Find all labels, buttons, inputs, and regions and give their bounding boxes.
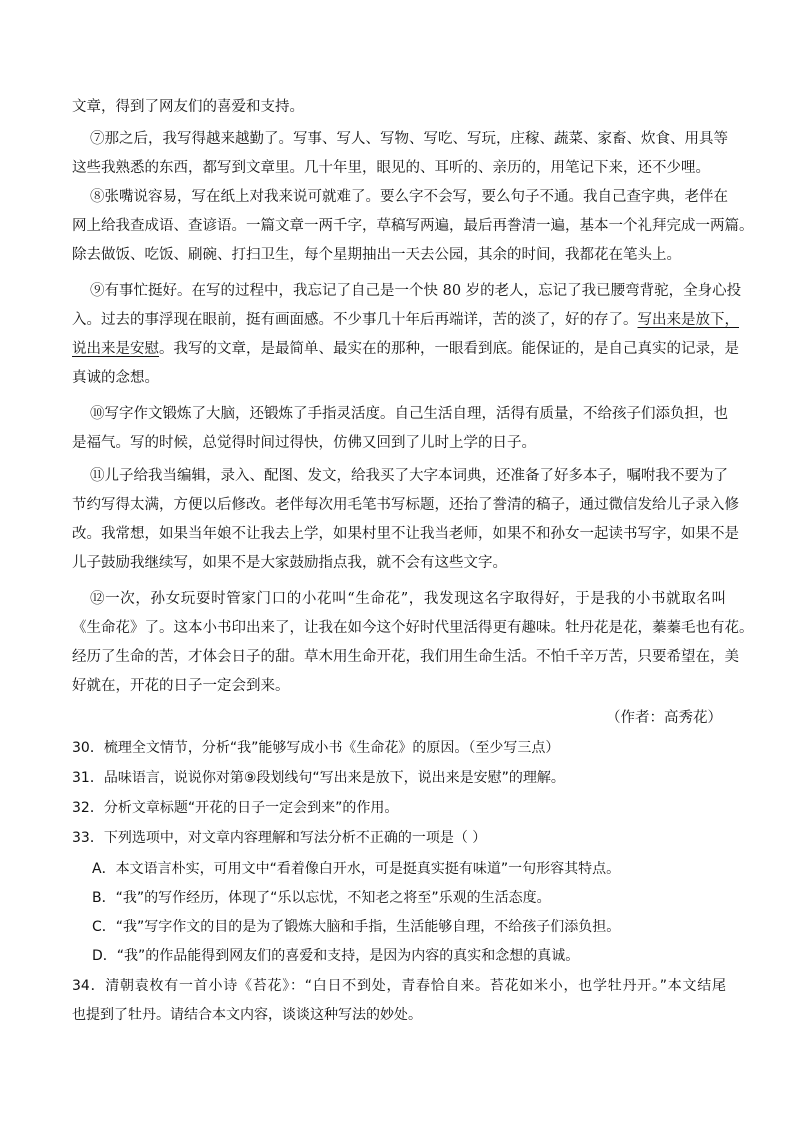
underlined-sentence: 说出来是安慰 <box>72 341 159 357</box>
question-33-option-b: B．“我”的写作经历，体现了“乐以忘忧，不知老之将至”乐观的生活态度。 <box>92 890 551 906</box>
question-33: 33．下列选项中，对文章内容理解和写法分析不正确的一项是（ ） <box>72 830 487 846</box>
question-33-option-d: D．“我”的作品能得到网友们的喜爱和支持，是因为内容的真实和念想的真诚。 <box>92 948 580 964</box>
paragraph-7-line: ⑦那之后，我写得越来越勤了。写事、写人、写物、写吃、写玩，庄稼、蔬菜、家畜、炊食、用具等 <box>90 131 728 147</box>
paragraph-10-line: ⑩写字作文锻炼了大脑，还锻炼了手指灵活度。自己生活自理，活得有质量，不给孩子们添负担，也 <box>90 406 728 422</box>
paragraph-8-line: ⑧张嘴说容易，写在纸上对我来说可就难了。要么字不会写，要么句子不通。我自己查字典，老伴在 <box>90 189 728 205</box>
paragraph-9-text: 。我写的文章，是最简单、最实在的那种，一眼看到底。能保证的，是自己真实的记录，是 <box>159 341 739 357</box>
question-34-line: 34．清朝袁枚有一首小诗《苔花》：“白日不到处，青春恰自来。苔花如米小，也学牡丹开。”本文结尾 <box>72 978 726 994</box>
paragraph-11-line: 改。我常想，如果当年娘不让我去上学，如果村里不让我当老师，如果不和孙女一起读书写字，如果不是 <box>72 526 739 542</box>
paragraph-12-line: ⑫一次，孙女玩耍时管家门口的小花叫“生命花”，我发现这名字取得好，于是我的小书就取名叫 <box>90 591 726 607</box>
question-30: 30．梳理全文情节，分析“我”能够写成小书《生命花》的原因。（至少写三点） <box>72 740 560 756</box>
question-33-option-c: C．“我”写字作文的目的是为了锻炼大脑和手指，生活能够自理，不给孩子们添负担。 <box>92 919 621 935</box>
paragraph-9-text: 入。过去的事浮现在眼前，挺有画面感。不少事几十年后再端详，苦的淡了，好的存了。 <box>72 312 638 328</box>
paragraph-11-line: 儿子鼓励我继续写，如果不是大家鼓励指点我，就不会有这些文字。 <box>72 555 507 571</box>
paragraph-8-line: 除去做饭、吃饭、刷碗、打扫卫生，每个星期抽出一天去公园，其余的时间，我都花在笔头上。 <box>72 247 681 263</box>
question-31: 31．品味语言，说说你对第⑨段划线句“写出来是放下，说出来是安慰”的理解。 <box>72 770 565 786</box>
paragraph-10-line: 是福气。写的时候，总觉得时间过得快，仿佛又回到了儿时上学的日子。 <box>72 435 536 451</box>
author-credit: （作者：高秀花） <box>606 710 722 726</box>
question-33-option-a: A．本文语言朴实，可用文中“看着像白开水，可是挺真实挺有味道”一句形容其特点。 <box>92 861 621 877</box>
paragraph-9-line: ⑨有事忙挺好。在写的过程中，我忘记了自己是一个快 80 岁的老人，忘记了我已腰弯背驼，全身心投 <box>90 283 742 299</box>
paragraph-9-line: 真诚的念想。 <box>72 370 159 386</box>
paragraph-11-line: 节约写得太满，方便以后修改。老伴每次用毛笔书写标题，还抬了誊清的稿子，通过微信发给儿子录入修 <box>72 497 739 513</box>
question-34-line: 也提到了牡丹。请结合本文内容，谈谈这种写法的妙处。 <box>72 1007 422 1023</box>
underlined-sentence: 写出来是放下， <box>637 312 739 328</box>
paragraph-12-line: 好就在，开花的日子一定会到来。 <box>72 678 290 694</box>
paragraph-11-line: ⑪儿子给我当编辑，录入、配图、发文，给我买了大字本词典，还准备了好多本子，嘱咐我不要为了 <box>90 468 728 484</box>
paragraph-9-line <box>72 339 739 359</box>
question-32: 32．分析文章标题“开花的日子一定会到来”的作用。 <box>72 800 399 816</box>
paragraph-12-line: 经历了生命的苦，才体会日子的甜。草木用生命开花，我们用生命生活。不怕千辛万苦，只要希望在，美 <box>72 649 739 665</box>
paragraph-9-line <box>72 310 739 330</box>
paragraph-7-line: 这些我熟悉的东西，都写到文章里。几十年里，眼见的、耳听的、亲历的，用笔记下来，还不少哩。 <box>72 160 710 176</box>
paragraph-12-line: 《生命花》了。这本小书印出来了，让我在如今这个好时代里活得更有趣味。牡丹花是花，蓁蓁毛也有花。 <box>72 620 754 636</box>
paragraph-6-tail: 文章，得到了网友们的喜爱和支持。 <box>72 99 304 115</box>
paragraph-8-line: 网上给我查成语、查谚语。一篇文章一两千字，草稿写两遍，最后再誊清一遍，基本一个礼拜完成一两篇。 <box>72 218 754 234</box>
